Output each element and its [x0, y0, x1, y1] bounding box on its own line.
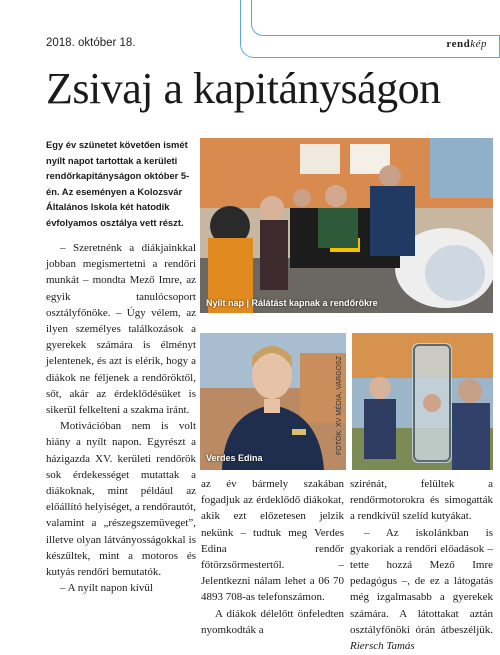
article-headline: Zsivaj a kapitányságon [46, 64, 441, 113]
paragraph: szirénát, felültek a rendőrmotorokra és simogatták a rendkívül szelíd kutyákat. [350, 478, 493, 523]
paragraph [350, 525, 493, 655]
shield-photo [352, 333, 493, 470]
main-photo-illustration [200, 138, 493, 313]
shield-photo-illustration [352, 333, 493, 470]
portrait-photo-caption: Verdes Edina [206, 453, 263, 463]
section-tab [240, 0, 500, 58]
author-signature: Riersch Tamás [350, 640, 415, 653]
article-column-1 [46, 240, 196, 596]
photo-credit: FOTÓK: XV MÉDIA, VARGOSZ [336, 355, 343, 455]
section-label-bold: rend [446, 38, 471, 50]
paragraph: Motivációban nem is volt hiány a nyílt napon. Egyrészt a házigazda XV. kerületi rendőrök sok érdekességet mutattak a diákoknak, mint például az előállító helyiséget, a rendőrautót, valamint a „részegszemüveget”, illetve olyan látványosságokkal is készültek, mint a motoros és kutyás rendőri bemutatók. [46, 420, 196, 579]
portrait-photo [200, 333, 346, 470]
section-label [446, 38, 487, 50]
article-lead: Egy év szünetet követően ismét nyílt napot tartottak a kerületi rendőrkapitányságon október 5-én. Az eseményen a Kolozsvár Általános Iskola két hatodik évfolyamos osztálya vett részt. [46, 139, 190, 228]
main-photo-caption: Nyílt nap | Rálátást kapnak a rendőrökre [206, 298, 378, 308]
article-column-2 [201, 476, 344, 638]
paragraph: – Szeretnénk a diákjainkkal jobban megismertetni a rendőri munkát – mondta Mező Imre, az egyik tanulócsoport osztályfőnöke. – Úgy vélem, az ilyen személyes találkozások a gyerekek számára is élményt jelentenek, és azt is elérik, hogy a diákok ne féljenek a rendőröktől, sőt, akár az érdeklődésüket is sikerül felkelteni a szakma iránt. [46, 242, 196, 417]
issue-date: 2018. október 18. [46, 37, 136, 49]
article-column-3 [350, 476, 493, 654]
paragraph: az év bármely szakában fogadjuk az érdeklődő diákokat, akik ezt előzetesen jelzik nekünk – tudtuk meg Verdes Edina rendőr főtörzsőrmestertől. – Jelentkezni nálam lehet a 06 70 4893 708-as telefonszámon. [201, 478, 344, 604]
section-label-italic: kép [470, 38, 487, 50]
section-tab-inner-frame [251, 0, 500, 36]
paragraph: – A nyílt napon kívül [60, 582, 153, 595]
portrait-photo-illustration [200, 333, 346, 470]
main-photo [200, 138, 493, 313]
paragraph-text: – Az iskolánkban is gyakoriak a rendőri előadások – tette hozzá Mező Imre pedagógus –, de ez a látogatás még izgalmasabb a gyerekek számára. A látottakat aztán osztályfőnöki órán átbeszéljük. [350, 526, 493, 636]
paragraph: A diákok délelőtt önfeledten nyomkodták a [201, 607, 344, 636]
